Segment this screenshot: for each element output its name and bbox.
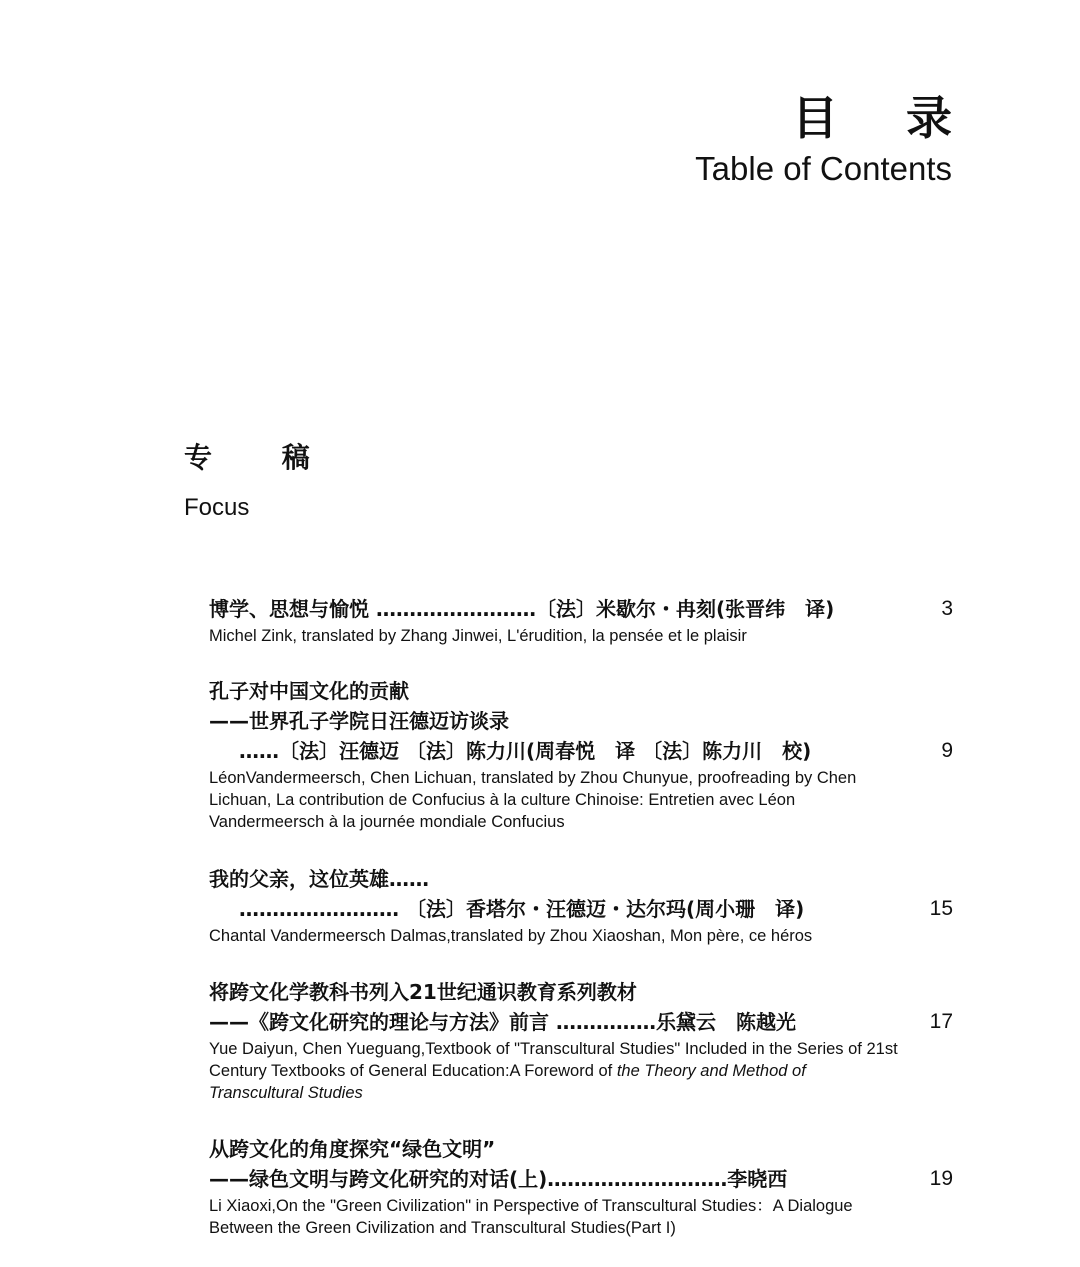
entry-subtitle: ——世界孔子学院日汪德迈访谈录 [209, 709, 509, 733]
entry-authors: …………………… 〔法〕香塔尔・汪德迈・达尔玛(周小珊 译) [239, 897, 805, 921]
page-title-chinese: 目 录 [791, 91, 978, 145]
entry-title: 我的父亲，这位英雄…… [209, 867, 429, 891]
entry-english [209, 1038, 899, 1104]
toc-entry[interactable] [209, 864, 953, 947]
page-number: 17 [929, 1010, 953, 1033]
page-number: 15 [929, 897, 953, 920]
toc-entry[interactable] [209, 1134, 953, 1239]
entry-subtitle: ——绿色文明与跨文化研究的对话(上)………………………李晓西 [209, 1167, 788, 1191]
entry-title: 博学、思想与愉悦 ……………………〔法〕米歇尔・冉刻(张晋纬 译) [209, 597, 835, 621]
page-number: 19 [929, 1167, 953, 1190]
toc-entry[interactable] [209, 676, 953, 833]
entry-english-roman: Yue Daiyun, Chen Yueguang,Textbook of "Transcultural Studies" Included in the Series of 21st Century Textbooks of General Education:A Foreword of [209, 1040, 898, 1080]
toc-entry[interactable] [209, 977, 953, 1104]
entry-english: Chantal Vandermeersch Dalmas,translated by Zhou Xiaoshan, Mon père, ce héros [209, 927, 813, 945]
entry-english: Li Xiaoxi,On the "Green Civilization" in Perspective of Transcultural Studies：A Dialogue Between the Green Civilization and Transcultural Studies(Part I) [209, 1197, 853, 1237]
entry-subtitle: ——《跨文化研究的理论与方法》前言 ……………乐黛云 陈越光 [209, 1010, 796, 1034]
toc-entry[interactable] [209, 594, 953, 647]
page-number: 9 [941, 739, 953, 762]
entry-title: 将跨文化学教科书列入21世纪通识教育系列教材 [209, 980, 637, 1004]
entry-title: 孔子对中国文化的贡献 [209, 679, 409, 703]
entry-english-italic: the Theory and Method of Transcultural Studies [209, 1062, 806, 1102]
entry-english: LéonVandermeersch, Chen Lichuan, translated by Zhou Chunyue, proofreading by Chen Lichuan, La contribution de Confucius à la culture Chinoise: Entretien avec Léon Vandermeersch à la journée mondiale Confucius [209, 769, 857, 831]
entry-title: 从跨文化的角度探究“绿色文明” [209, 1137, 496, 1161]
section-title-english: Focus [184, 494, 250, 521]
page-title-english: Table of Contents [695, 150, 952, 187]
page-number: 3 [941, 597, 953, 620]
section-title-chinese: 专 稿 [184, 441, 340, 474]
entry-english: Michel Zink, translated by Zhang Jinwei, L'érudition, la pensée et le plaisir [209, 627, 747, 645]
entry-authors: ……〔法〕汪德迈 〔法〕陈力川(周春悦 译 〔法〕陈力川 校) [239, 739, 812, 763]
